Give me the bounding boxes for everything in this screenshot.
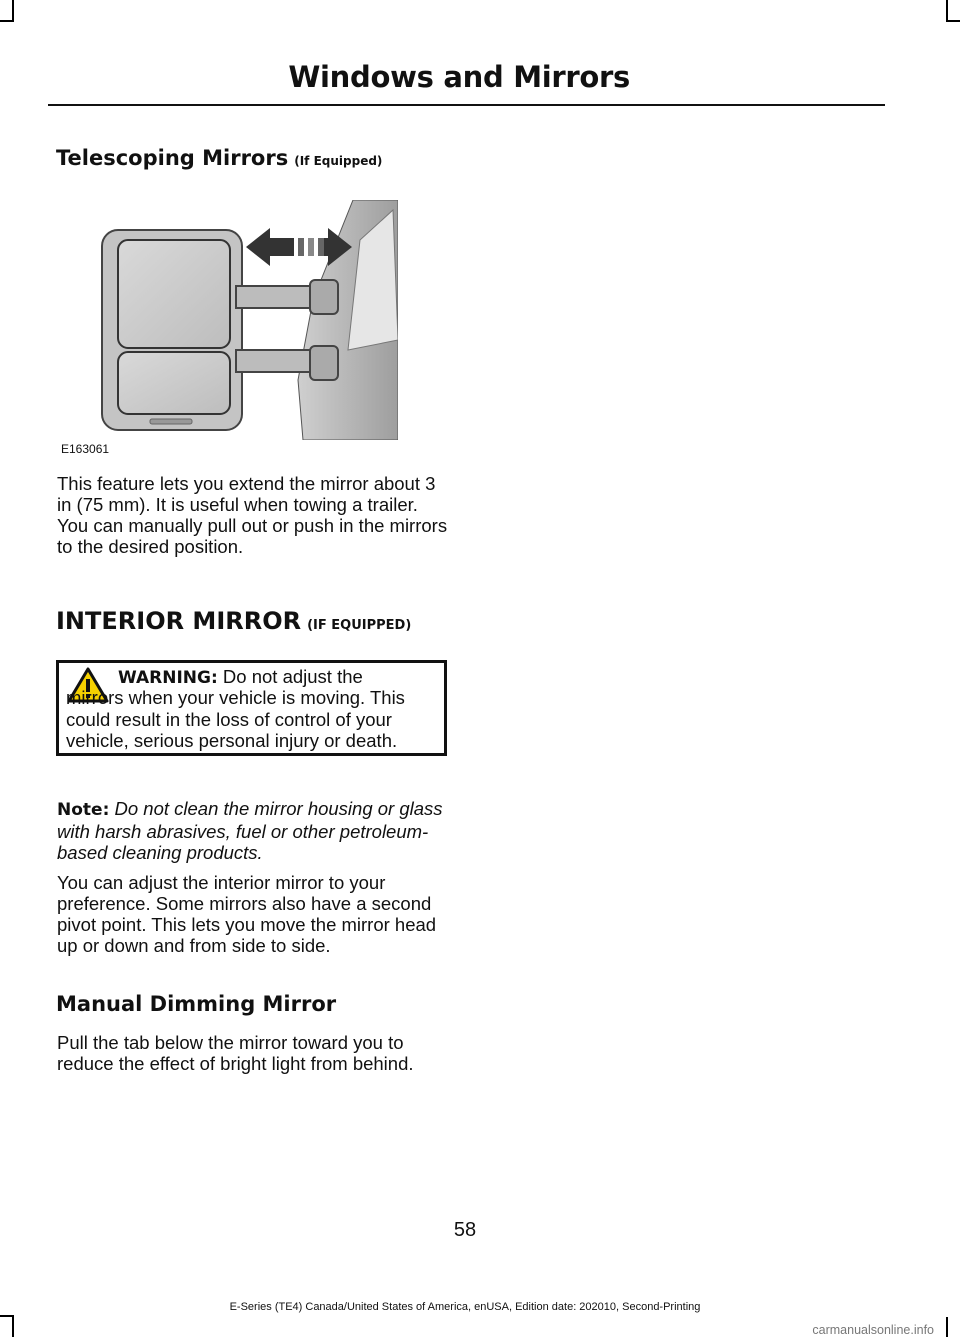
telescoping-body: This feature lets you extend the mirror about 3 in (75 mm). It is useful when towing a trailer. You can manually pull out or push in the mirrors to the desired position. <box>57 473 448 557</box>
note-label: Note: <box>57 800 110 820</box>
manual-dimming-heading: Manual Dimming Mirror <box>56 992 337 1016</box>
telescoping-qualifier: (If Equipped) <box>294 154 383 168</box>
crop-mark <box>946 1317 948 1337</box>
watermark: carmanualsonline.info <box>812 1323 934 1337</box>
crop-mark <box>0 20 14 22</box>
crop-mark <box>12 1317 14 1337</box>
warning-box <box>56 660 447 756</box>
telescoping-mirror-figure <box>98 200 398 440</box>
interior-heading-row <box>56 607 411 635</box>
warning-first-line <box>118 666 363 688</box>
telescoping-heading-row <box>56 146 382 170</box>
page-header-title: Windows and Mirrors <box>288 60 630 94</box>
page-footer: E-Series (TE4) Canada/United States of America, enUSA, Edition date: 202010, Second-Printing <box>229 1301 701 1313</box>
crop-mark <box>12 0 14 20</box>
interior-heading: INTERIOR MIRROR <box>56 607 302 635</box>
note-paragraph <box>57 798 447 863</box>
crop-mark <box>946 20 960 22</box>
header-divider <box>48 104 885 106</box>
note-text: Do not clean the mirror housing or glass with harsh abrasives, fuel or other petroleum-based cleaning products. <box>57 798 443 863</box>
manual-dimming-body: Pull the tab below the mirror toward you to reduce the effect of bright light from behind. <box>57 1032 414 1074</box>
figure-code: E163061 <box>61 442 110 456</box>
page-number: 58 <box>453 1219 477 1241</box>
warning-text: mirrors when your vehicle is moving. This could result in the loss of control of your vehicle, serious personal injury or death. <box>66 687 405 751</box>
interior-body: You can adjust the interior mirror to your preference. Some mirrors also have a second pivot point. This lets you move the mirror head up or down and from side to side. <box>57 872 437 956</box>
interior-qualifier: (IF EQUIPPED) <box>307 618 412 633</box>
crop-mark <box>0 1315 14 1317</box>
crop-mark <box>946 0 948 20</box>
warning-first-text: Do not adjust the <box>222 666 363 687</box>
warning-label: WARNING: <box>118 668 218 688</box>
telescoping-heading: Telescoping Mirrors <box>56 146 289 170</box>
